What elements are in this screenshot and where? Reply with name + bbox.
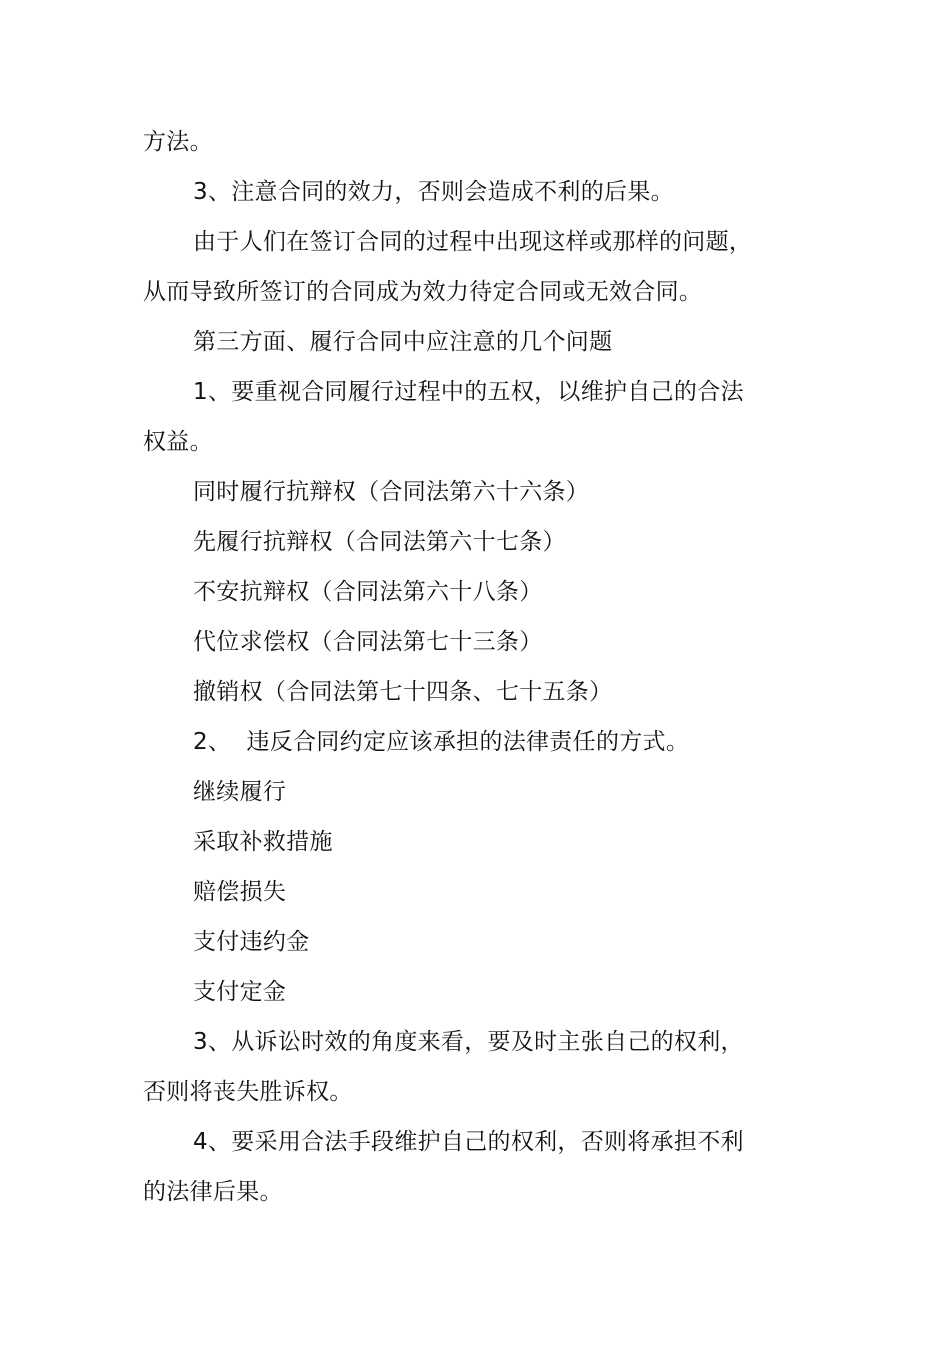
- text-line: 否则将丧失胜诉权。: [143, 1079, 353, 1105]
- text-line: 3、注意合同的效力，否则会造成不利的后果。: [193, 179, 674, 205]
- text-line: 1、要重视合同履行过程中的五权，以维护自己的合法: [193, 379, 744, 405]
- list-item: 代位求偿权（合同法第七十三条）: [193, 629, 543, 655]
- list-item: 撤销权（合同法第七十四条、七十五条）: [193, 679, 613, 705]
- list-item: 支付定金: [193, 979, 287, 1005]
- text-line: 4、要采用合法手段维护自己的权利，否则将承担不利: [193, 1129, 744, 1155]
- text-line: 2、 违反合同约定应该承担的法律责任的方式。: [193, 729, 690, 755]
- list-item: 不安抗辩权（合同法第六十八条）: [193, 579, 543, 605]
- list-item: 采取补救措施: [193, 829, 333, 855]
- text-line: 从而导致所签订的合同成为效力待定合同或无效合同。: [143, 279, 703, 305]
- list-item: 先履行抗辩权（合同法第六十七条）: [193, 529, 566, 555]
- list-item: 赔偿损失: [193, 879, 287, 905]
- section-heading: 第三方面、履行合同中应注意的几个问题: [193, 329, 613, 355]
- list-item: 支付违约金: [193, 929, 310, 955]
- text-line: 由于人们在签订合同的过程中出现这样或那样的问题，: [193, 229, 753, 255]
- text-line: 3、从诉讼时效的角度来看，要及时主张自己的权利，: [193, 1029, 744, 1055]
- text-line: 权益。: [143, 429, 213, 455]
- list-item: 继续履行: [193, 779, 287, 805]
- text-line: 的法律后果。: [143, 1179, 283, 1205]
- list-item: 同时履行抗辩权（合同法第六十六条）: [193, 479, 590, 505]
- text-line: 方法。: [143, 129, 213, 155]
